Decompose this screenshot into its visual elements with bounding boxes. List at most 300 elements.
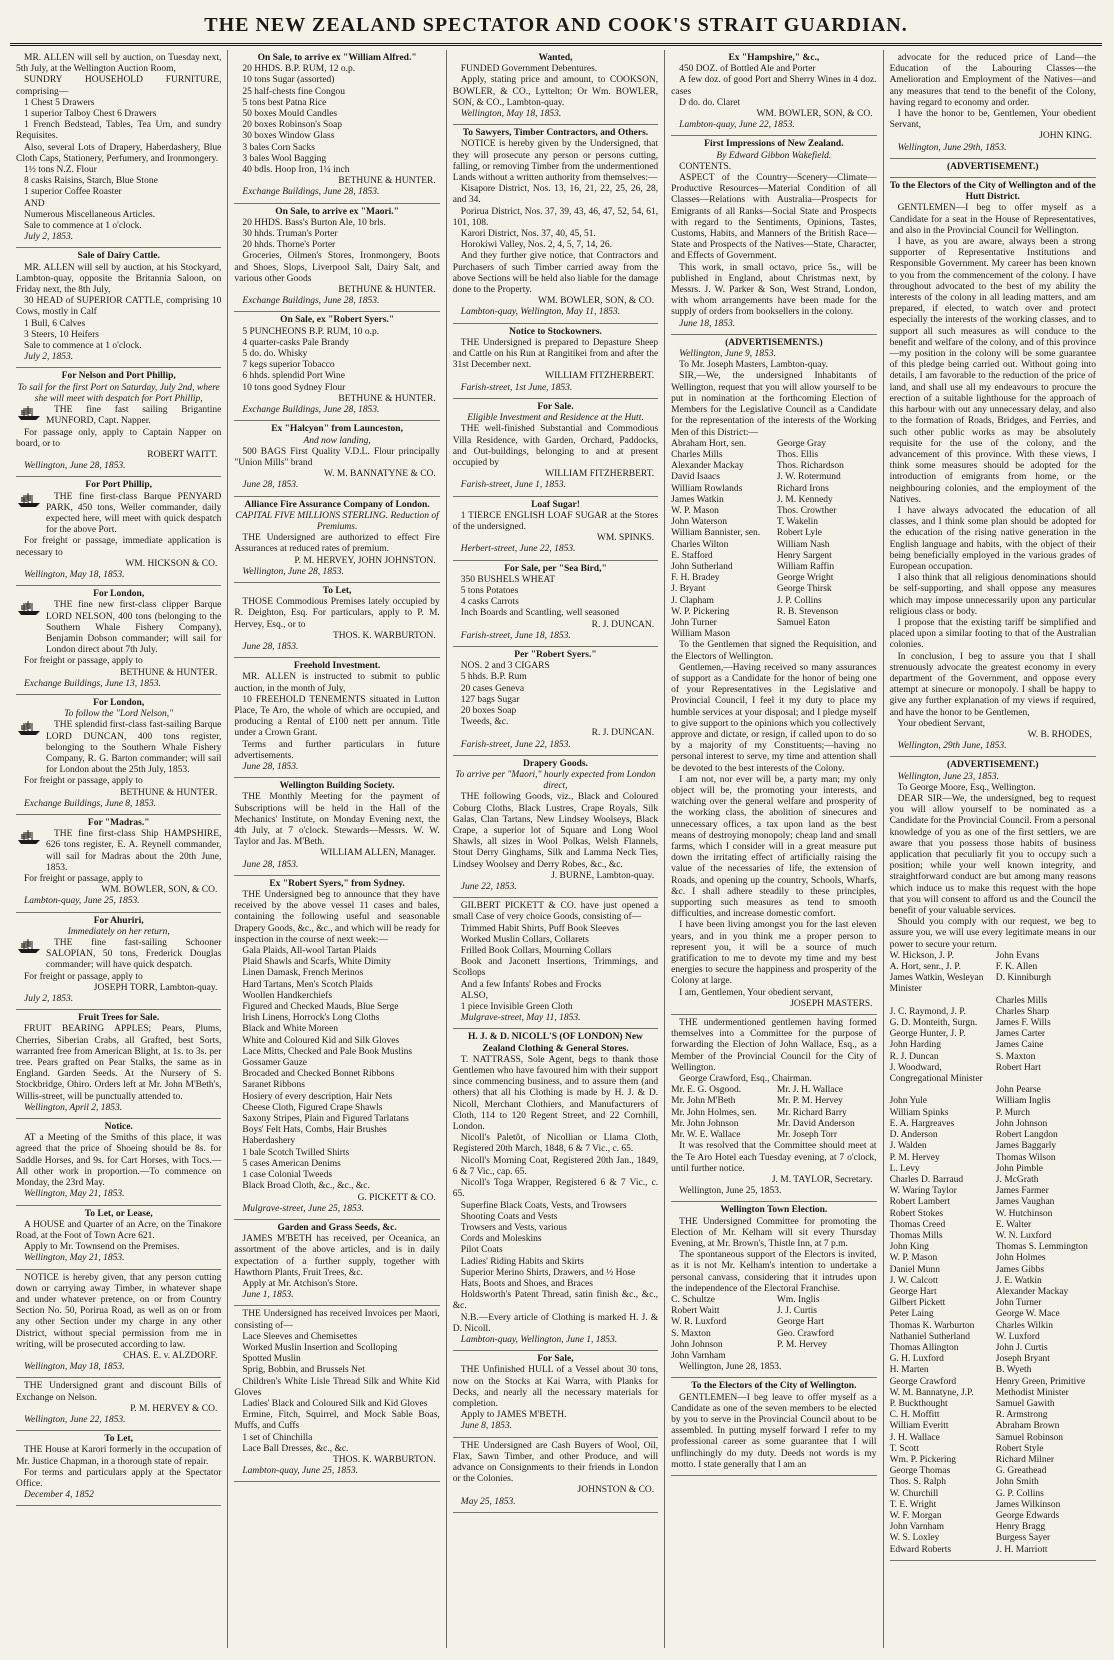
- signatory-name: Thos. Richardson: [776, 461, 844, 472]
- ad-line: JOSEPH TORR, Lambton-quay.: [93, 982, 218, 993]
- advertisement: [453, 561, 658, 647]
- ad-line: Wellington, June 29th, 1853.: [897, 142, 1007, 153]
- signatory-name: W. S. Loxley: [889, 1533, 940, 1544]
- ad-line: WILLIAM ALLEN, Manager.: [320, 848, 436, 859]
- ship-notice: [16, 600, 221, 656]
- ad-line: R. J. DUNCAN.: [591, 619, 655, 630]
- advertisement: [234, 1220, 439, 1306]
- ad-heading: For London,: [93, 589, 145, 600]
- signatory-name: William Bannister, sen.: [671, 528, 761, 539]
- signatory-name: Samuel Gawith: [995, 1398, 1055, 1409]
- advertisement: [453, 125, 658, 323]
- signatory-name: Nathaniel Sutherland: [889, 1331, 971, 1342]
- signatory-name: T. E. Wright: [889, 1499, 937, 1510]
- signatory-name: John Holmes: [995, 1253, 1046, 1264]
- ad-body: [671, 64, 876, 131]
- signatory-name: James Caine: [995, 1040, 1044, 1051]
- ad-line: AND: [24, 198, 45, 209]
- ad-body: [671, 1217, 876, 1295]
- ad-body: [16, 1381, 221, 1426]
- ad-heading: H. J. & D. NICOLL'S (OF LONDON) New Zealand Clothing & General Stores.: [468, 1032, 643, 1054]
- ad-line: Herbert-street, June 22, 1853.: [460, 544, 576, 555]
- ad-heading: For Nelson and Port Phillip,: [61, 371, 176, 382]
- ad-line: J. M. TAYLOR, Secretary.: [771, 1174, 873, 1185]
- ad-line: THE Undersigned beg to announce that they have received by the above vessel 11 cases and bales, containing the following useful and seasonable Drapery Goods, &c., &c., and which will be ready for inspection in the course of next week:—: [234, 890, 440, 945]
- ad-body: [671, 1393, 876, 1471]
- ad-line: For passage only, apply to Captain Napper on board, or to: [16, 427, 222, 449]
- advertisement: [890, 757, 1096, 1560]
- signatory-name: John King: [889, 1242, 929, 1253]
- ad-line: Lambton-quay, June 22, 1853.: [679, 120, 795, 131]
- ad-heading: For London,: [93, 697, 145, 708]
- ad-heading: To Let,: [322, 585, 352, 596]
- ad-line: Gala Plaids, All-wool Tartan Plaids: [242, 946, 377, 957]
- ad-heading: Per "Robert Syers.": [514, 649, 597, 660]
- signatory-name: [890, 1085, 990, 1096]
- signatory-name: Samuel Robinson: [995, 1432, 1064, 1443]
- signatory-name: J. Bryant: [671, 584, 706, 595]
- ad-line: THE Unfinished HULL of a Vessel about 30 tons, now on the Stocks at Kai Warra, with Planks for Decks, and nearly all the necessary materials for completion.: [452, 1365, 659, 1409]
- ad-line: 10 tons good Sydney Flour: [242, 382, 346, 393]
- ad-line: BETHUNE & HUNTER.: [120, 667, 218, 678]
- column-4: [665, 50, 883, 1648]
- signatory-name: W. P. Mason: [671, 505, 719, 516]
- ad-heading: To the Electors of the City of Wellington and of the Hutt District.: [889, 181, 1096, 203]
- signatory-name: Mr. John M'Beth: [671, 1096, 736, 1107]
- ad-line: I propose that the existing tariff be simplified and placed upon a similar footing to that of the Australian colonies.: [889, 617, 1096, 651]
- signatory-name: J. Walden: [889, 1141, 927, 1152]
- ad-heading: Notice.: [104, 1122, 133, 1133]
- ad-line: 1 piece Invisible Green Cloth: [460, 1002, 573, 1013]
- ad-line: I have, as you are aware, always been a strong supporter of Representative Institutions and Responsible Government. My career has been known to you from the commencement of the colony. I have throughout advocated to the best of my ability the interests of the colony in all leading matters, and am prepared, if elected, to watch over and protect especially the interests of the working classes, and to support all such measures as will conduce to the benefit and welfare of the colony, and of this province—my position in the colony will be some guarantee of this pledge being carried out. Without going into details, I am favorable to the reduction of the price of land, and shall use all my endeavours to procure the erection of a suitable lighthouse for the approach of this harbour with out any unnecessary delay, and also to the formation of Roads, Bridges, and Ferries, and such other public works as may be absolutely requisite for the use of the colony, and the advancement of this province. With these views, I think some measures should be adopted for the introduction of emigrants from home, or the neighbouring colonies, and the employment of the Natives.: [889, 237, 1096, 505]
- ad-body: [890, 53, 1096, 154]
- ad-body: [16, 938, 221, 1005]
- signatory-name: James Vaughan: [995, 1197, 1055, 1208]
- signatory-name: John Waterson: [671, 517, 727, 528]
- ad-heading: For Port Phillip,: [85, 480, 152, 491]
- signatory-name: Abraham Brown: [995, 1421, 1060, 1432]
- ad-line: THE Undersigned are authorized to effect Fire Assurances at reduced rates of premium.: [234, 533, 440, 555]
- ad-heading: For Sale.: [537, 401, 574, 412]
- ad-line: 1 Chest 5 Drawers: [24, 97, 95, 108]
- ad-subheading: To sail for the first Port on Saturday, July 2nd, where she will meet with despatch for Port Phillip,: [17, 382, 220, 404]
- ad-heading: Wanted,: [538, 53, 573, 63]
- advertisement: [234, 421, 439, 496]
- signatory-name: G. Greathead: [995, 1466, 1047, 1477]
- ship-notice: [16, 405, 221, 427]
- signatory-name: James Baggarly: [995, 1141, 1057, 1152]
- signatory-name: Charles D. Barraud: [889, 1174, 964, 1185]
- ad-line: Gossamer Gauze: [242, 1058, 308, 1069]
- ad-line: 5 do. do. Whisky: [242, 349, 308, 360]
- ad-line: Shooting Coats and Vests: [460, 1211, 558, 1222]
- ad-line: 8 casks Raisins, Starch, Blue Stone: [24, 176, 158, 187]
- ad-line: Wellington, May 21, 1853.: [24, 1189, 125, 1200]
- signatory-name: Peter Laing: [889, 1309, 934, 1320]
- ad-line: 127 bags Sugar: [460, 694, 520, 705]
- ad-line: Porirua District, Nos. 37, 39, 43, 46, 47, 52, 54, 61, 101, 108.: [452, 206, 659, 228]
- signatory-name: J. J. Curtis: [776, 1306, 817, 1317]
- ad-heading: To Let,: [104, 1434, 134, 1445]
- signatory-name: John Pearse: [995, 1085, 1041, 1096]
- ad-heading: To Let, or Lease,: [84, 1208, 153, 1219]
- ad-body: [234, 218, 439, 308]
- ad-line: To George Moore, Esq., Wellington.: [897, 782, 1036, 793]
- advertisement: [234, 1306, 439, 1482]
- signatory-name: W. F. Morgan: [889, 1511, 942, 1521]
- column-5: [884, 50, 1102, 1648]
- ad-body: [671, 1018, 876, 1085]
- signatory-name: C. Schultze: [671, 1294, 715, 1305]
- ad-line: Trowsers and Vests, various: [460, 1222, 567, 1233]
- signatory-name: George Crawford: [889, 1376, 957, 1387]
- signatory-name: J. W. Calcott: [889, 1275, 939, 1286]
- ad-body: [16, 492, 221, 582]
- ad-line: ALSO,: [460, 990, 488, 1001]
- ad-line: THE Undersigned Committee for promoting the Election of Mr. Kelham will sit every Thursday Evening, at Mr. Brown's, Thistle Inn, at 7 p.m.: [671, 1216, 877, 1249]
- ad-line: Apply, stating price and amount, to COOKSON, BOWLER, & CO., Lyttelton; Or Wm. BOWLER, SON, & CO., Lambton-quay.: [452, 75, 659, 108]
- ad-line: THOSE Commodious Premises lately occupied by R. Deighton, Esq. For particulars, apply to P. M. Hervey, Esq., or to: [234, 597, 440, 630]
- signatory-name: Thomas S. Lemmington: [995, 1242, 1088, 1253]
- ad-body: [453, 901, 658, 1024]
- signatory-name: Henry Sargent: [776, 550, 832, 561]
- ad-line: I have the honor to be, Gentlemen, Your obedient Servant,: [889, 109, 1096, 131]
- ad-body: [16, 1273, 221, 1374]
- ad-line: 20 boxes Robinson's Soap: [242, 120, 343, 131]
- signatory-name: Joseph Bryant: [995, 1354, 1050, 1365]
- signatory-name: Robert Stokes: [889, 1208, 944, 1219]
- ad-heading: For "Madras.": [87, 818, 150, 828]
- ad-line: 30 HEAD of SUPERIOR CATTLE, comprising 10 Cows, mostly in Calf: [16, 296, 222, 318]
- ad-line: 7 kegs superior Tobacco: [242, 360, 335, 371]
- ad-line: Groceries, Oilmen's Stores, Ironmongery, Boots and Shoes, Slops, Liverpool Salt, Dairy Salt, and various other Goods: [234, 251, 440, 284]
- ad-line: SUNDRY HOUSEHOLD FURNITURE, comprising—: [16, 75, 222, 97]
- ad-line: 1 French Bedstead, Tables, Tea Urn, and sundry Requisites.: [16, 120, 222, 142]
- ship-icon: [16, 600, 42, 616]
- ad-line: June 22, 1853.: [460, 882, 517, 893]
- ad-body: [453, 338, 658, 394]
- column-2: [228, 50, 446, 1648]
- ad-line: Black Broad Cloth, &c., &c., &c.: [242, 1181, 370, 1192]
- signatory-name: Burgess Sayer: [995, 1533, 1051, 1544]
- advertisement: [890, 50, 1096, 159]
- ad-line: 1 superior Coffee Roaster: [24, 187, 122, 198]
- advertisement: [453, 399, 658, 497]
- ad-line: 5 cases American Denims: [242, 1158, 341, 1169]
- ad-line: Wellington, 29th June, 1853.: [897, 741, 1007, 752]
- signatory-name: George Hart: [889, 1286, 937, 1297]
- signatory-name: William Mason: [671, 629, 731, 640]
- signatory-name: David Isaacs: [671, 472, 720, 483]
- signatory-name: W. Hutchinson: [995, 1208, 1053, 1219]
- ad-line: W. B. RHODES,: [1027, 729, 1092, 740]
- ad-heading: Loaf Sugar!: [531, 499, 580, 510]
- advertisement: [453, 50, 658, 125]
- ad-line: Farish-street, 1st June, 1853.: [460, 382, 573, 393]
- advertisement: [16, 815, 221, 913]
- signatory-name: John Johnson: [995, 1118, 1048, 1129]
- ad-line: W. M. BANNATYNE & CO.: [323, 469, 436, 480]
- ad-line: June 18, 1853.: [679, 318, 736, 329]
- signatory-name: Daniel Munn: [889, 1264, 940, 1275]
- signatory-name: Robert Langdon: [995, 1130, 1058, 1141]
- ad-line: Wellington, May 18, 1853.: [24, 569, 125, 580]
- ad-line: NOTICE is hereby given, that any person cutting down or carrying away Timber, in whatever shape and under whatever pretence, on or from Country Section No. 50, Porirua Road, as well as on or from any other Section under my charge in any other District, without special permission from me in writing, will be prosecuted according to law.: [16, 1272, 222, 1350]
- ad-line: THE undermentioned gentlemen having formed themselves into a Committee for the purpose of forwarding the Election of John Wallace, Esq., as a Member of the Provincial Council for the City of Wellington.: [671, 1018, 877, 1073]
- ad-line: Apply to Mr. Townsend on the Premises.: [24, 1242, 180, 1253]
- ad-line: Exchange Buildings, June 28, 1853.: [242, 296, 380, 307]
- ad-line: Wellington, June 9, 1853.: [679, 349, 776, 360]
- ad-line: Wellington, May 18, 1853.: [24, 1362, 125, 1373]
- ad-line: 1 bale Scotch Twilled Shirts: [242, 1147, 350, 1158]
- advertisement: [16, 248, 221, 368]
- ad-heading: Ex "Hampshire," &c.,: [728, 53, 820, 63]
- ad-line: Lambton-quay, June 25, 1853.: [24, 896, 140, 907]
- signatory-name: W. P. Mason: [889, 1253, 938, 1264]
- masthead: THE NEW ZEALAND SPECTATOR AND COOK'S STRAIT GUARDIAN.: [10, 6, 1102, 46]
- signatory-name: Alexander Mackay: [995, 1286, 1069, 1297]
- signatory-name: John Pimble: [995, 1163, 1043, 1174]
- advertisement: [453, 1029, 658, 1351]
- ad-line: GILBERT PICKETT & CO. have just opened a small Case of very choice Goods, consisting of—: [452, 901, 659, 923]
- ad-subheading: And now landing,: [303, 435, 371, 446]
- ad-body: [234, 533, 439, 578]
- ad-line: 20 hhds. Thorne's Porter: [242, 240, 336, 251]
- ad-line: Superior Merino Shirts, Drawers, and ½ Hose: [460, 1267, 636, 1278]
- signatory-name: W. R. Luxford: [671, 1317, 727, 1328]
- ad-line: 20 boxes Soap: [460, 705, 517, 716]
- signatory-name: G. D. Monteith, Surgn.: [889, 1018, 978, 1029]
- ad-line: Sale to commence at 1 o'clock.: [24, 341, 142, 352]
- ad-line: advocate for the reduced price of Land—the Education of the Labouring Classes—the Amelioration and Employment of the Natives—and any measures that tend to the benefit of the Colony, having regard to economy and order.: [889, 53, 1096, 108]
- ad-line: 30 hhds. Truman's Porter: [242, 229, 338, 240]
- ad-line: Exchange Buildings, June 28, 1853.: [242, 187, 380, 198]
- advertisement: [234, 778, 439, 876]
- ad-line: Superfine Black Coats, Vests, and Trowsers: [460, 1200, 627, 1211]
- signatory-name: Charles Wilkin: [995, 1320, 1053, 1331]
- signatory-name: R. J. Duncan: [889, 1051, 939, 1062]
- signatory-name: Alexander Mackay: [671, 461, 744, 472]
- signatory-name: D. Anderson: [889, 1130, 938, 1141]
- ad-line: THE Undersigned are Cash Buyers of Wool, Oil, Flax, Sawn Timber, and other Produce, and will advance on Consignments to their friends in London or the Colonies.: [452, 1440, 659, 1485]
- advertisement: [453, 497, 658, 561]
- ad-line: Sale to commence at 1 o'clock.: [24, 221, 142, 232]
- ad-line: This work, in small octavo, price 5s., will be published in England, about Christmas next, by Messrs. J. W. Parker & Son, West Strand, London, with whom arrangements have been made for the supply of orders from booksellers in the colony.: [671, 262, 877, 318]
- signatory-name: Methodist Minister: [995, 1387, 1069, 1398]
- ad-body: [16, 263, 221, 364]
- ad-heading: Drapery Goods.: [523, 758, 588, 769]
- ad-line: 40 bdls. Hoop Iron, 1¼ inch: [242, 165, 350, 176]
- ad-line: Wellington, June 22, 1853.: [24, 1414, 126, 1425]
- ad-heading: Fruit Trees for Sale.: [78, 1013, 160, 1024]
- ad-heading: On Sale, ex "Robert Syers.": [280, 315, 395, 326]
- ad-line: Wellington, May 21, 1853.: [24, 1253, 125, 1264]
- signatory-name: Thos. Crowther: [776, 505, 837, 516]
- ad-line: 20 HHDS. Bass's Burton Ale, 10 brls.: [242, 217, 386, 228]
- signatory-name: Robert Hart: [995, 1062, 1041, 1073]
- ad-heading: Sale of Dairy Cattle.: [77, 251, 160, 262]
- advertisement: [234, 204, 439, 313]
- signatory-name: P. M. Hervey: [776, 1339, 827, 1350]
- signatory-name: Gilbert Pickett: [889, 1298, 946, 1309]
- signatory-name: James F. Wills: [995, 1018, 1051, 1029]
- ad-body: [16, 1220, 221, 1265]
- ad-line: Cords and Moleskins: [460, 1234, 542, 1245]
- signatory-name: Thomas Mills: [889, 1230, 943, 1241]
- ad-line: Worked Muslin Collars, Collarets: [460, 934, 589, 945]
- ad-heading: Garden and Grass Seeds, &c.: [277, 1222, 397, 1233]
- signatory-name: Richard Irons: [776, 483, 829, 494]
- signatory-name: P. M. Hervey: [889, 1152, 940, 1163]
- ad-line: 350 BUSHELS WHEAT: [460, 574, 556, 585]
- ad-heading: Ex "Halcyon" from Launceston,: [271, 424, 403, 435]
- ad-line: For freight or passage, apply to: [24, 971, 143, 982]
- signatory-name: William Inglis: [995, 1096, 1051, 1107]
- signatory-name: W. Churchill: [889, 1488, 939, 1499]
- signatory-name: George Wright: [776, 573, 834, 584]
- signatory-name: W. Hickson, J. P.: [889, 950, 954, 961]
- ad-line: THE Undersigned grant and discount Bills of Exchange on Nelson.: [16, 1381, 222, 1403]
- ad-line: Horokiwi Valley, Nos. 2, 4, 5, 7, 14, 26.: [460, 240, 612, 251]
- ad-line: Book and Jaconett Insertions, Trimmings, and Scollops: [452, 957, 659, 979]
- ad-line: July 2, 1853.: [24, 352, 74, 363]
- ad-body: [453, 661, 658, 751]
- signatory-name: J. C. Raymond, J. P.: [889, 1006, 966, 1017]
- ad-subheading: CAPITAL FIVE MILLIONS STERLING. Reduction of Premiums.: [235, 510, 439, 532]
- ad-line: FRUIT BEARING APPLES; Pears, Plums, Cherries, Siberian Crabs, all Grafted, best Sorts, warranted free from American Blight, at 1s. to 3s. per tree. Pears grafted on Pear Stalks, the same as in England. Garden Seeds. At the Nursery of S. Stockbridge, Ohiro. Orders left at Mr. John M'Beth's, Willis-street, will be punctually attended to.: [16, 1024, 222, 1102]
- ad-body: [16, 829, 221, 907]
- ad-line: Terms and further particulars in future advertisements.: [234, 739, 440, 761]
- ad-line: THOS. K. WARBURTON.: [332, 630, 436, 641]
- ad-line: Farish-street, June 18, 1853.: [460, 630, 571, 641]
- signatory-name: F. K. Allen: [995, 962, 1038, 973]
- ad-heading: Alliance Fire Assurance Company of London.: [244, 499, 430, 510]
- signatory-name: George Thirsk: [776, 584, 832, 595]
- ship-icon: [16, 829, 42, 845]
- signatory-name: P. Murch: [995, 1107, 1031, 1118]
- ad-line: THE splendid first-class fast-sailing Barque LORD DUNCAN, 400 tons register, belonging to the Southern Whale Fishery Company, R. G. Barton commander; will sail for London about the 25th July, 1853.: [46, 720, 222, 776]
- ad-line: 3 Steers, 10 Heifers: [24, 329, 99, 340]
- ad-line: 1 superior Talboy Chest 6 Drawers: [24, 109, 157, 120]
- ad-heading: On Sale, to arrive ex "Maori.": [275, 206, 399, 217]
- signatory-name: Charles Mills: [995, 995, 1048, 1006]
- ad-line: A HOUSE and Quarter of an Acre, on the Tinakore Road, at the Foot of Town Acre 621.: [16, 1219, 222, 1241]
- ad-line: MR. ALLEN is instructed to submit to public auction, in the month of July,: [234, 672, 440, 694]
- advertisement: [234, 312, 439, 421]
- ad-line: Hard Tartans, Men's Scotch Plaids: [242, 979, 373, 990]
- ad-line: THE well-finished Substantial and Commodious Villa Residence, with Garden, Orchard, Paddocks, and Out-buildings, belonging to and at present occupied by: [452, 424, 659, 468]
- signatory-name: Charles Mills: [671, 449, 723, 460]
- advertisement: [671, 1378, 876, 1476]
- signatory-name: W. N. Luxford: [995, 1230, 1052, 1241]
- ad-line: Nicoll's Paletôt, of Nicollian or Llama Cloth, Registered 20th March, 1848, 6 & 7 Vic., c. 65.: [452, 1133, 659, 1155]
- ad-line: THE fine new first-class clipper Barque LORD NELSON, 400 tons (belonging to the Southern Whale Fishery Company), Benjamin Dobson commander; will sail for London direct about 7th July.: [46, 600, 222, 656]
- ship-notice: [16, 829, 221, 874]
- signatory-name: John Turner: [671, 617, 717, 628]
- signatory-name: W. P. Pickering: [671, 606, 730, 617]
- column-3: [447, 50, 665, 1648]
- ad-line: Holdsworth's Patent Thread, satin finish &c., &c., &c.: [452, 1290, 659, 1312]
- ad-line: BETHUNE & HUNTER.: [338, 176, 436, 187]
- signatory-name: J. Clapham: [671, 595, 714, 606]
- ad-line: Ladies' Riding Habits and Skirts: [460, 1256, 584, 1267]
- signatory-name: Mr. David Anderson: [776, 1118, 855, 1129]
- ad-body: [453, 64, 658, 120]
- ad-body: [453, 424, 658, 491]
- ad-line: ASPECT of the Country—Scenery—Climate—Productive Resources—Material Condition of all Classes—Relations with Australia—Prospects for Emigrants of all Ranks—Social State and Prospects with regard to the Sentiments, Opinions, Tastes, Customs, Habits, and Manners of the British Race—State and Prospects of the Natives—State, Character, and Effects of Government.: [671, 173, 877, 262]
- advertisement: [453, 1351, 658, 1437]
- signatory-name: George Hunter, J. P.: [889, 1029, 966, 1040]
- ad-body: [453, 575, 658, 642]
- ad-line: I have always advocated the education of all classes, and I think some plan should be adopted for the education of the rising native generation in the English language and habits, with the object of their being beneficially employed in the various grades of European occupation.: [889, 505, 1096, 572]
- signatory-name: R. Armstrong: [995, 1410, 1048, 1421]
- ad-body: [453, 1365, 658, 1432]
- advertisement: [671, 335, 876, 1015]
- ad-line: THE Undersigned has received Invoices per Maori, consisting of—: [234, 1309, 440, 1331]
- ad-line: Inch Boards and Scantling, well seasoned: [460, 608, 620, 619]
- signatory-name: L. Levy: [889, 1163, 920, 1174]
- signatory-name: J. P. Collins: [776, 595, 822, 606]
- ad-line: CHAS. E. v. ALZDORF.: [122, 1350, 218, 1361]
- ad-line: 10 tons Sugar (assorted): [242, 75, 335, 86]
- signatory-name: E. A. Hargreaves: [889, 1118, 955, 1129]
- ad-line: GENTLEMEN—I beg to offer myself as a Candidate for a seat in the House of Representatives, and also in the Provincial Council for Wellington.: [889, 203, 1096, 236]
- advertisement: [890, 178, 1096, 757]
- ad-line: Lambton-quay, June 25, 1853.: [242, 1466, 358, 1477]
- ship-notice: [16, 492, 221, 537]
- advertisement: [453, 756, 658, 898]
- advertisement: [16, 1270, 221, 1379]
- signatory-name: William Nash: [776, 539, 830, 550]
- ad-body-continued: [671, 1141, 876, 1197]
- ad-line: P. M. HERVEY, JOHN JOHNSTON.: [294, 555, 436, 566]
- ad-body: [453, 511, 658, 556]
- ad-line: 25 half-chests fine Congou: [242, 86, 346, 97]
- ad-line: Mulgrave-street, May 11, 1853.: [460, 1013, 581, 1024]
- ad-line: December 4, 1852: [24, 1490, 94, 1501]
- ad-line: Brocaded and Checked Bonnet Ribbons: [242, 1069, 395, 1080]
- ad-line: 1 case Colonial Tweeds: [242, 1170, 333, 1181]
- ad-heading: First Impressions of New Zealand.: [704, 139, 844, 150]
- signatory-name: John Johnson: [671, 1339, 723, 1350]
- ad-line: July 2, 1853.: [24, 994, 74, 1005]
- ad-line: In conclusion, I beg to assure you that I shall strenuously advocate the greatest economy in every department of the Government, and oppose every attempt at sinecure or monopoly. I shall be happy to give any further explanation of my views if required, and have the honor to be Gentlemen,: [889, 651, 1096, 718]
- ad-line: June 28, 1853.: [242, 641, 299, 652]
- ad-line: 4 casks Carrots: [460, 597, 519, 608]
- ad-line: Pilot Coats: [460, 1245, 503, 1256]
- signatory-name: William Raffin: [776, 561, 835, 572]
- ad-heading: For Ahuriri,: [93, 915, 144, 926]
- advertisement: [16, 913, 221, 1011]
- signatory-name: George Gray: [776, 438, 827, 449]
- signatory-name: Abraham Hort, sen.: [671, 438, 747, 449]
- ad-heading: (ADVERTISEMENTS.): [725, 337, 823, 348]
- ad-line: July 2, 1853.: [24, 232, 74, 243]
- ad-line: For freight or passage, apply to: [24, 656, 143, 667]
- ad-line: AT a Meeting of the Smiths of this place, it was agreed that the price of Shoeing should be 8s. for Saddle Horses, and 9s. for Cart Horses, with Tocs.—All other work in proportion.—To commence on Monday, the 23rd May.: [16, 1133, 222, 1189]
- ad-heading: For Sale,: [537, 1354, 574, 1365]
- signatory-name: James Watkin, Wesleyan Minister: [889, 973, 984, 995]
- signatory-name: George Thomas: [889, 1466, 951, 1477]
- ad-line: Lambton-quay, Wellington, May 11, 1853.: [460, 307, 621, 318]
- advertisement: [16, 1431, 221, 1506]
- signatory-name: Mr. J. H. Wallace: [776, 1085, 843, 1096]
- ad-line: P. M. HERVEY & CO.: [130, 1403, 218, 1414]
- ad-heading: On Sale, to arrive ex "William Alfred.": [257, 53, 417, 63]
- advertisement: [234, 658, 439, 778]
- ad-line: JOSEPH MASTERS.: [790, 998, 873, 1009]
- ad-line: Gentlemen,—Having received so many assurances of support as a Candidate for the honor of being one of your Representatives in the Legislative and Provincial Council, I feel it my duty to place my humble services at your disposal; and I pledge myself to give support to the opinions which you collectively approve and dictate, or resign, if called upon to do so by a majority of my Constituents;—having no personal interest to serve, my time and attention shall be devoted to the best interests of the Colony.: [671, 662, 877, 774]
